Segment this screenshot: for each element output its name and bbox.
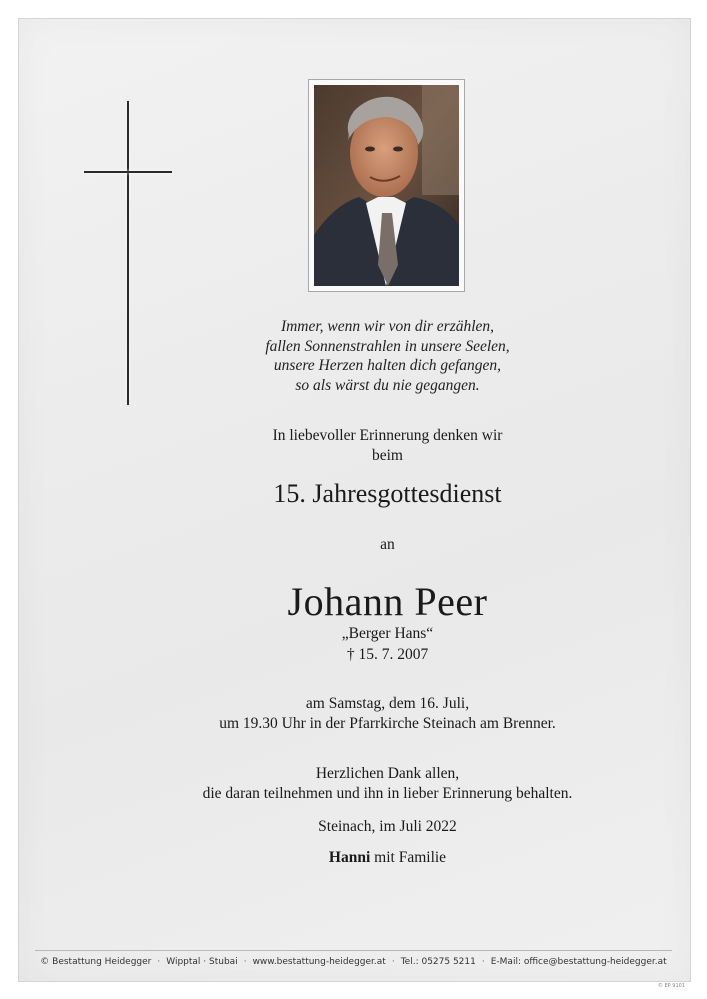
service-time-line: am Samstag, dem 16. Juli, [305,695,470,712]
service-time [100,694,675,733]
nickname: „Berger Hans“ [341,625,434,642]
thanks-line: Herzlichen Dank allen, [315,765,460,782]
service-title: 15. Jahresgottesdienst [273,479,502,508]
an-text: an [380,536,395,553]
poem-line: fallen Sonnenstrahlen in unsere Seelen, [265,337,510,355]
thanks-line: die daran teilnehmen und ihn in lieber Erinnerung behalten. [202,784,573,802]
footer-divider [35,950,672,951]
poem [100,317,675,395]
signature [100,849,675,867]
footer [35,957,672,967]
death-date: † 15. 7. 2007 [346,646,429,663]
footer-separator: · [243,957,247,967]
footer-phone: Tel.: 05275 5211 [400,957,476,967]
memory-text [100,426,675,465]
memory-line: In liebevoller Erinnerung denken wir [272,427,503,444]
poem-line: Immer, wenn wir von dir erzählen, [280,318,495,335]
footer-website-link[interactable]: www.bestattung-heidegger.at [252,957,386,967]
signature-name: Hanni [328,849,371,866]
footer-separator: · [481,957,485,967]
poem-line: so als wärst du nie gegangen. [295,376,480,394]
footer-separator: · [157,957,161,967]
poem-line: unsere Herzen halten dich gefangen, [273,357,502,374]
footer-email-link[interactable]: E-Mail: office@bestattung-heidegger.at [490,957,667,967]
footer-company: © Bestattung Heidegger [40,957,152,967]
memory-line: beim [372,446,403,464]
footer-region: Wipptal · Stubai [166,957,238,967]
place-date: Steinach, im Juli 2022 [318,818,457,835]
footer-separator: · [391,957,395,967]
portrait-photo [314,85,459,286]
signature-rest: mit Familie [370,849,447,866]
service-time-line: um 19.30 Uhr in der Pfarrkirche Steinach am Brenner. [219,714,556,732]
cross-icon-bar [84,171,172,173]
deceased-name: Johann Peer [287,579,488,624]
portrait-frame [308,79,465,292]
print-code: © EP 9101 [657,983,685,989]
thanks-text [100,764,675,803]
